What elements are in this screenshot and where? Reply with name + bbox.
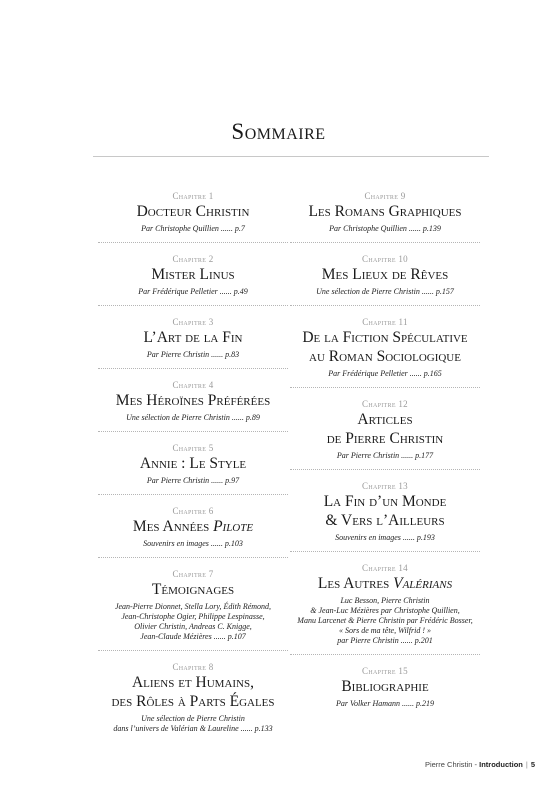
- chapter-label: Chapitre 13: [362, 481, 408, 491]
- chapter-title: Bibliographie: [341, 678, 429, 695]
- byline-line: Manu Larcenet & Pierre Christin par Frédéric Bosser,: [297, 616, 473, 625]
- chapter-label: Chapitre 11: [362, 317, 408, 327]
- chapter-byline: [98, 413, 288, 423]
- byline-line: Par Pierre Christin ...... p.177: [336, 451, 434, 460]
- chapter-label: Chapitre 2: [172, 254, 214, 264]
- chapter-byline: [290, 699, 480, 709]
- chapter-label: Chapitre 8: [172, 662, 214, 672]
- chapter-label: Chapitre 10: [362, 254, 408, 264]
- chapter-byline: [98, 602, 288, 642]
- chapter-title: de Pierre Christin: [326, 430, 444, 447]
- chapter-title: Annie : Le Style: [139, 455, 247, 472]
- chapter-label: Chapitre 15: [362, 666, 408, 676]
- byline-line: Par Christophe Quillien ...... p.139: [329, 224, 441, 233]
- toc-column-left: [98, 190, 288, 752]
- toc-entry[interactable]: [290, 665, 480, 717]
- byline-line: dans l’univers de Valérian & Laureline ...... p.133: [113, 724, 273, 733]
- chapter-title: Les Romans Graphiques: [308, 203, 462, 220]
- chapter-title: Articles: [357, 411, 413, 428]
- byline-line: Par Frédérique Pelletier ...... p.49: [138, 287, 248, 296]
- chapter-label: Chapitre 12: [362, 399, 408, 409]
- toc-entry[interactable]: [290, 316, 480, 388]
- byline-line: « Sors de ma tête, Wilfrid ! »: [339, 626, 431, 635]
- footer-separator: |: [525, 760, 528, 769]
- byline-line: Jean-Claude Mézières ...... p.107: [140, 632, 246, 641]
- toc-entry[interactable]: [98, 190, 288, 243]
- chapter-title: Mister Linus: [151, 266, 235, 283]
- chapter-byline: [290, 596, 480, 646]
- footer-section: Introduction: [479, 760, 523, 769]
- toc-entry[interactable]: [290, 398, 480, 470]
- chapter-byline: [98, 539, 288, 549]
- toc-entry[interactable]: [98, 568, 288, 651]
- chapter-label: Chapitre 9: [364, 191, 406, 201]
- toc-entry[interactable]: [290, 562, 480, 655]
- toc-entry[interactable]: [98, 442, 288, 495]
- title-divider: [93, 156, 489, 157]
- byline-line: Olivier Christin, Andreas C. Knigge,: [134, 622, 252, 631]
- chapter-label: Chapitre 6: [172, 506, 214, 516]
- chapter-byline: [98, 287, 288, 297]
- byline-line: Par Pierre Christin ...... p.97: [146, 476, 240, 485]
- byline-line: Jean-Christophe Ogier, Philippe Lespinasse,: [121, 612, 265, 621]
- chapter-title-text: Les Autres: [317, 575, 394, 592]
- chapter-title: L’Art de la Fin: [143, 329, 243, 346]
- chapter-label: Chapitre 5: [172, 443, 214, 453]
- byline-line: Par Volker Hamann ...... p.219: [336, 699, 434, 708]
- chapter-title: Témoignages: [151, 581, 235, 598]
- chapter-title: au Roman Sociologique: [309, 348, 461, 365]
- chapter-byline: [98, 476, 288, 486]
- page-footer: [425, 760, 535, 769]
- toc-entry[interactable]: [98, 316, 288, 369]
- chapter-title: [98, 518, 288, 536]
- byline-line: & Jean-Luc Mézières par Christophe Quillien,: [310, 606, 460, 615]
- chapter-title: Docteur Christin: [136, 203, 250, 220]
- chapter-title-italic: Pilote: [213, 518, 254, 535]
- chapter-title: La Fin d’un Monde: [323, 493, 447, 510]
- toc-entry[interactable]: [98, 253, 288, 306]
- chapter-byline: [290, 451, 480, 461]
- chapter-label: Chapitre 14: [362, 563, 408, 573]
- footer-author: Pierre Christin: [424, 760, 473, 769]
- chapter-label: Chapitre 4: [172, 380, 214, 390]
- byline-line: Une sélection de Pierre Christin: [141, 714, 245, 723]
- chapter-label: Chapitre 7: [172, 569, 214, 579]
- page-title: Sommaire: [231, 119, 326, 144]
- toc-entry[interactable]: [98, 661, 288, 742]
- chapter-byline: [290, 369, 480, 379]
- toc-entry[interactable]: [290, 190, 480, 243]
- chapter-byline: [98, 350, 288, 360]
- toc-entry[interactable]: [98, 379, 288, 432]
- byline-line: Une sélection de Pierre Christin ...... p.157: [316, 287, 454, 296]
- chapter-byline: [98, 224, 288, 234]
- toc-entry[interactable]: [290, 480, 480, 552]
- chapter-title-italic: Valérians: [393, 575, 453, 592]
- toc-entry[interactable]: [98, 505, 288, 558]
- chapter-title: des Rôles à Parts Égales: [111, 693, 275, 710]
- footer-dash: -: [472, 760, 480, 769]
- toc-entry[interactable]: [290, 253, 480, 306]
- chapter-byline: [290, 224, 480, 234]
- page-number: 5: [530, 760, 535, 769]
- toc-column-right: [290, 190, 480, 727]
- byline-line: Une sélection de Pierre Christin ...... p.89: [126, 413, 260, 422]
- chapter-label: Chapitre 3: [172, 317, 214, 327]
- chapter-byline: [98, 714, 288, 734]
- byline-line: Luc Besson, Pierre Christin: [340, 596, 430, 605]
- chapter-title: De la Fiction Spéculative: [302, 329, 468, 346]
- byline-line: Par Frédérique Pelletier ...... p.165: [328, 369, 442, 378]
- chapter-title: Mes Héroïnes Préférées: [115, 392, 271, 409]
- chapter-byline: [290, 533, 480, 543]
- chapter-title: [290, 575, 480, 593]
- byline-line: Souvenirs en images ...... p.193: [335, 533, 435, 542]
- byline-line: Par Christophe Quillien ...... p.7: [141, 224, 245, 233]
- byline-line: Souvenirs en images ...... p.103: [143, 539, 243, 548]
- byline-line: par Pierre Christin ...... p.201: [337, 636, 433, 645]
- chapter-title: & Vers l’Ailleurs: [325, 512, 445, 529]
- byline-line: Par Pierre Christin ...... p.83: [146, 350, 240, 359]
- chapter-label: Chapitre 1: [172, 191, 214, 201]
- chapter-title: Aliens et Humains,: [131, 674, 254, 691]
- byline-line: Jean-Pierre Dionnet, Stella Lory, Édith Rémond,: [114, 602, 272, 611]
- chapter-title: Mes Lieux de Rêves: [321, 266, 449, 283]
- chapter-title-text: Mes Années: [132, 518, 214, 535]
- chapter-byline: [290, 287, 480, 297]
